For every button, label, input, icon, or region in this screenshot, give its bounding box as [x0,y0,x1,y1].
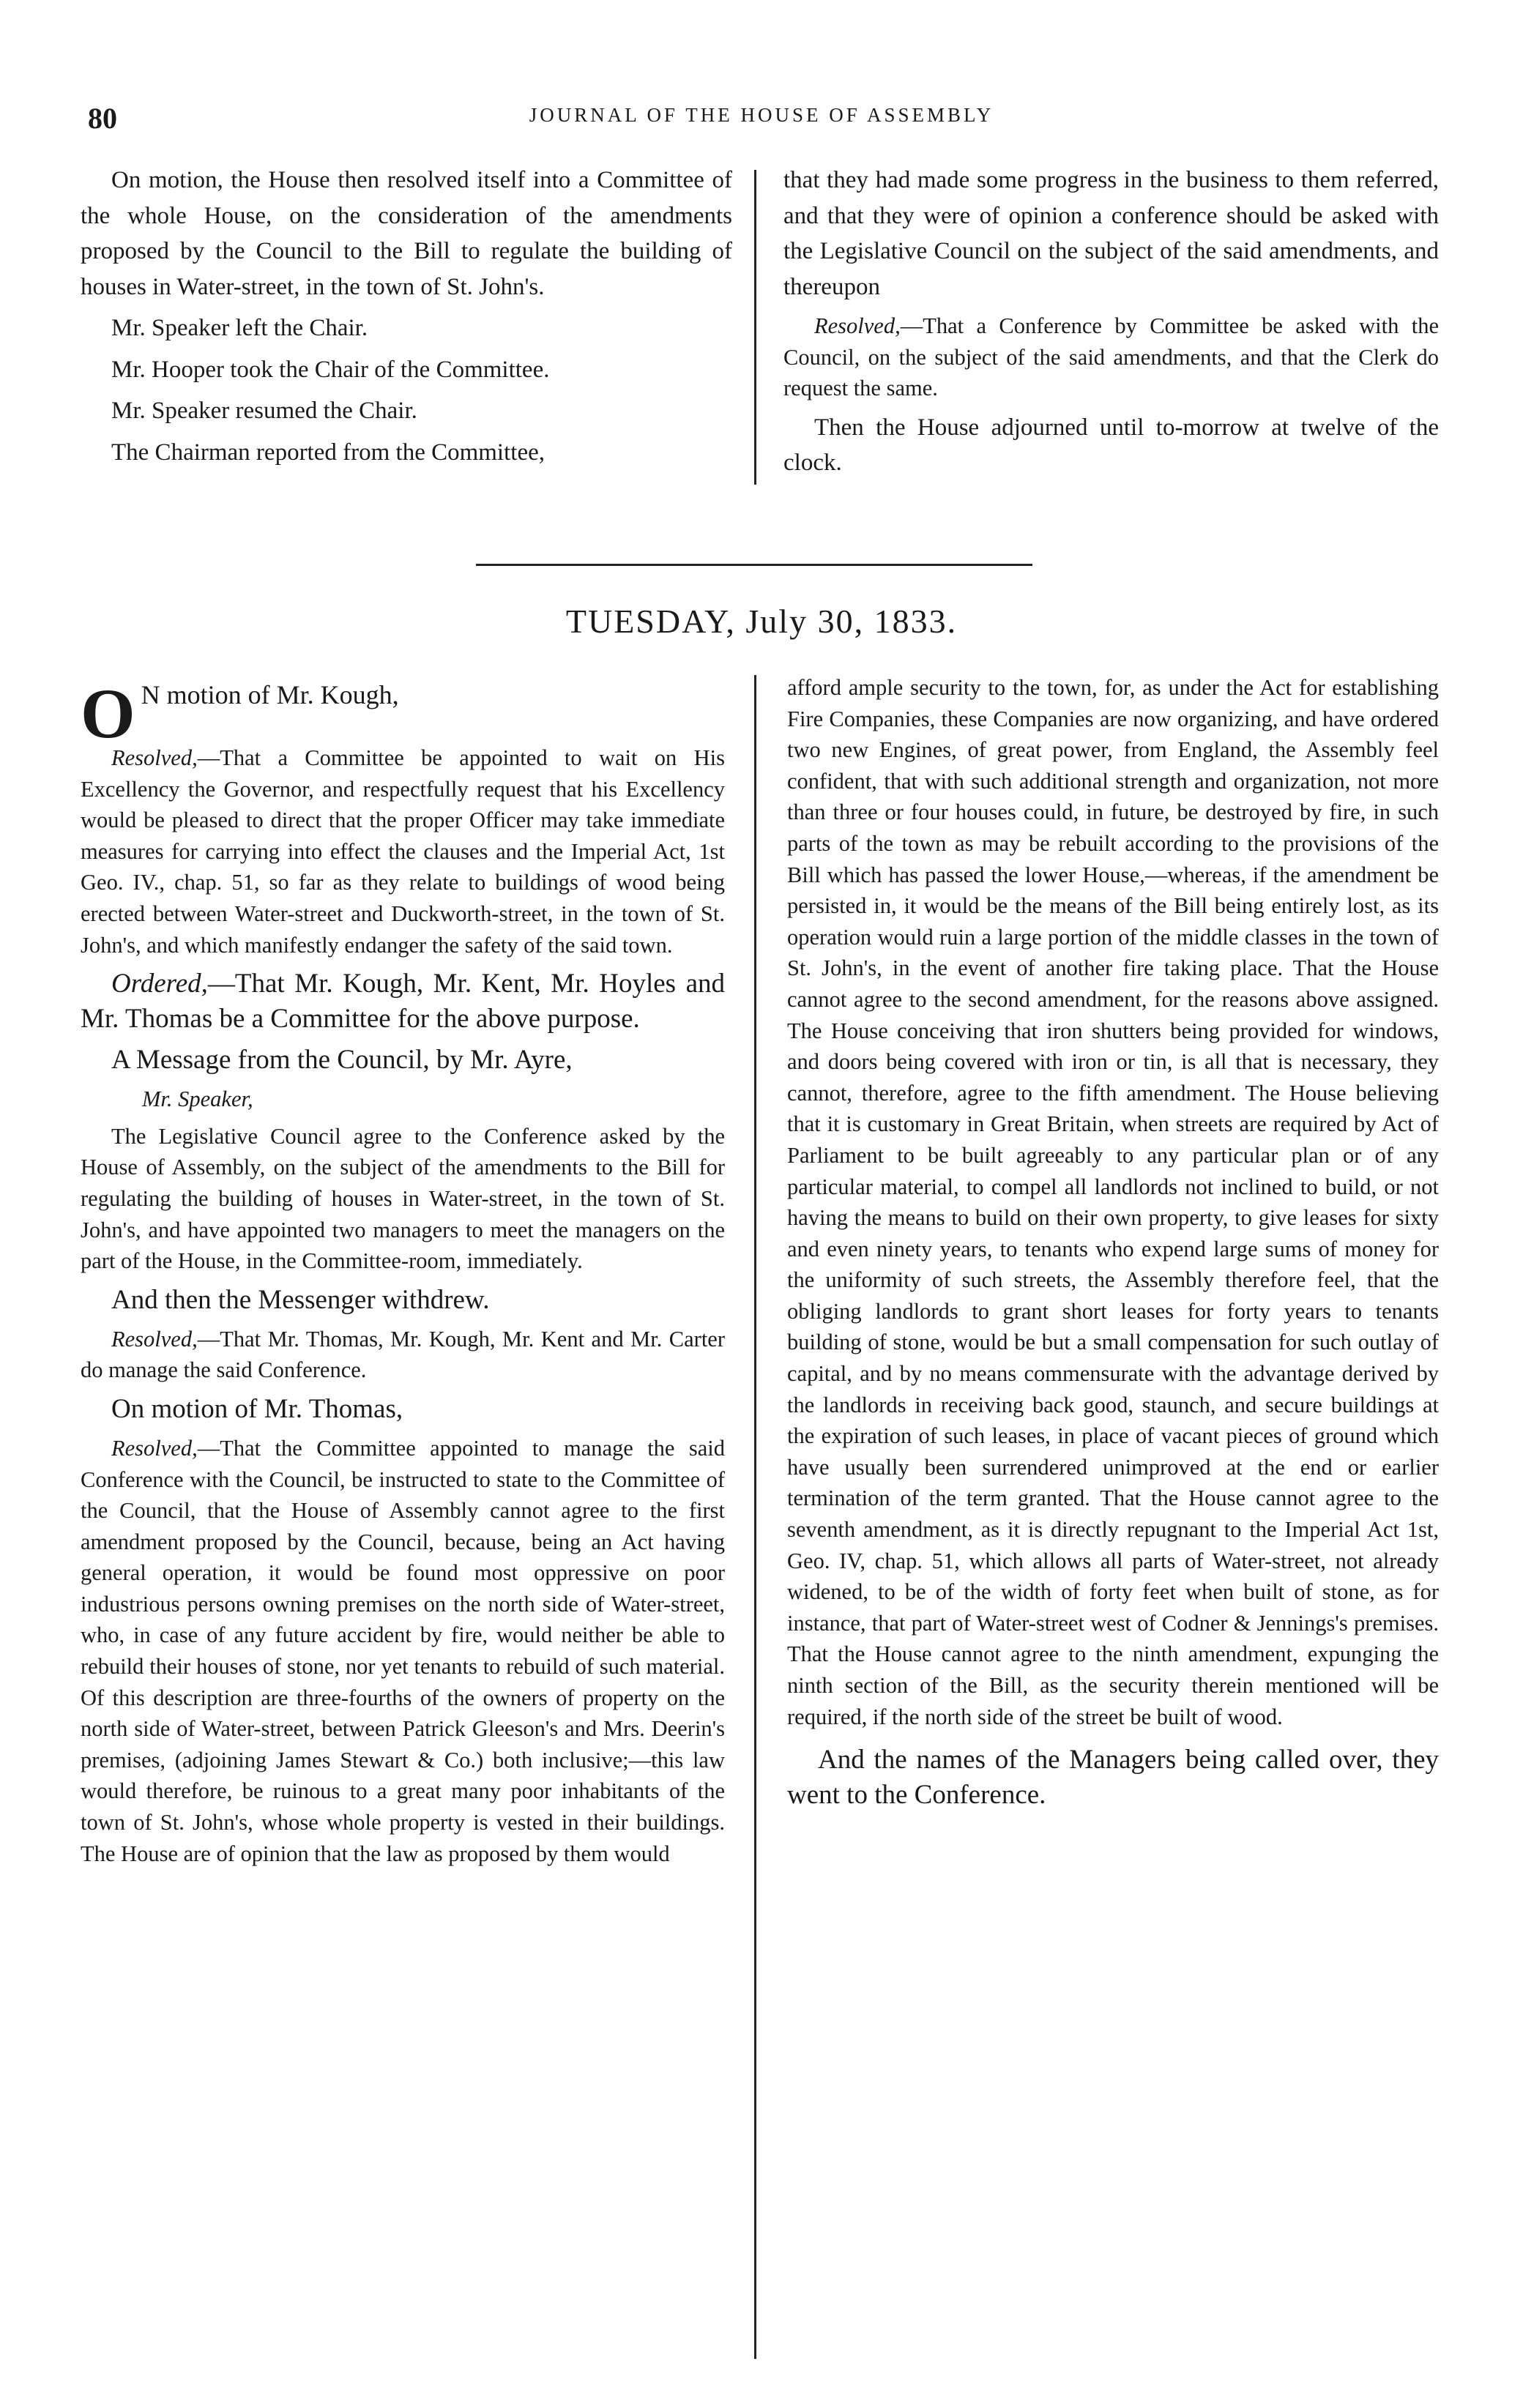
running-head [88,101,1435,135]
paragraph: that they had made some progress in the business to them referred, and that they were of opinion a conference should be asked with the Legislative Council on the subject of the said amendments, and thereupon [783,167,1439,300]
paragraph: The Legislative Council agree to the Conference asked by the House of Assembly, on the subject of the amendments to the Bill for regulating the building of houses in Water-street, in the town of St. John's, and have appointed two managers to meet the managers on the part of the House, in the Committee-room, immediately. [81,1123,725,1274]
column-divider [754,170,756,485]
column-divider [754,675,756,2359]
paragraph: And then the Messenger withdrew. [111,1284,490,1315]
body-right-column [787,672,1439,1819]
resolved-text: —That a Committee be appointed to wait on His Excellency the Governor, and respectfully request that his Excellency would be pleased to direct that the proper Officer may take immediate measures for carrying into effect the clauses and the Imperial Act, 1st Geo. IV., chap. 51, so far as they relate to buildings of wood being erected between Water-street and Duckworth-street, in the town of St. John's, and which manifestly endanger the safety of the said town. [81,745,725,958]
paragraph: Mr. Speaker left the Chair. [111,315,368,341]
paragraph: afford ample security to the town, for, as under the Act for establishing Fire Companies, these Companies are now organizing, and have ordered two new Engines, of great power, from England, the Assembly feel confident, that with such additional strength and organization, not more than three or four houses could, in future, be destroyed by fire, in such parts of the town as may be rebuilt according to the provisions of the Bill which has passed the lower House,—whereas, if the amendment be persisted in, it would be the means of the Bill being entirely lost, as its operation would ruin a large portion of the middle classes in the town of St. John's, in the event of another fire taking place. That the House cannot agree to the second amendment, for the reasons above assigned. The House conceiving that iron shutters being provided for windows, and doors being covered with iron or tin, is all that is necessary, they cannot, therefore, agree to the fifth amendment. The House believing that it is customary in Great Britain, when streets are required by Act of Parliament to be built agreeably to any particular plan or of any particular material, to compel all landlords not inclined to build, or not having the means to build on their own property, to give leases for sixty and even ninety years, to tenants who expend large sums of money for the uniformity of such streets, the Assembly therefore feel, that the obliging landlords to grant short leases for forty years to tenants building of stone, would be but a small compensation for such outlay of capital, and by no means commensurate with the advantage derived by the landlords in receiving back good, staunch, and secure buildings at the expiration of such leases, in place of vacant pieces of ground which have usually been surrendered unimproved at the end or earlier termination of the term granted. That the House cannot agree to the seventh amendment, as it is directly repugnant to the Imperial Act 1st, Geo. IV, chap. 51, which allows all parts of Water-street, not already widened, to be of the width of forty feet when built of stone, as for instance, that part of Water-street west of Codner & Jennings's premises. That the House cannot agree to the ninth amendment, expunging the ninth section of the Bill, as the security therein mentioned will be required, if the north side of the street be built of wood. [787,675,1439,1729]
resolved-label: Resolved, [111,745,198,770]
resolved-text: —That the Committee appointed to manage the said Conference with the Council, be instructed to state to the Committee of the Council, that the House of Assembly cannot agree to the first amendment proposed by the Council, because, being an Act having general operation, it would be found most oppressive on poor industrious persons owning premises on the north side of Water-street, who, in case of any future accident by fire, would neither be able to rebuild their houses of stone, nor yet tenants to rebuild of such material. Of this description are three-fourths of the owners of property on the north side of Water-street, between Patrick Gleeson's and Mrs. Deerin's premises, (adjoining James Stewart & Co.) both inclusive;—this law would therefore, be ruinous to a great many poor inhabitants of the town of St. John's, whose whole property is vested in their buildings. The House are of opinion that the law as proposed by them would [81,1435,725,1866]
paragraph: The Chairman reported from the Committee, [111,439,545,466]
opening-text: N motion of Mr. Kough, [141,680,399,709]
paragraph [81,966,725,1037]
resolved-text: —That Mr. Thomas, Mr. Kough, Mr. Kent and Mr. Carter do manage the said Conference. [81,1326,725,1383]
drop-cap: O [81,674,135,753]
date-heading: TUESDAY, July 30, 1833. [565,603,958,640]
body-left-column [81,674,725,1875]
top-right-column [783,163,1439,487]
paragraph [81,742,725,961]
ordered-label: Ordered, [111,969,208,999]
paragraph: On motion of Mr. Thomas, [111,1393,403,1424]
section-rule [476,564,1032,566]
page-number: 80 [88,102,117,135]
paragraph: Mr. Speaker resumed the Chair. [111,398,417,424]
paragraph: Then the House adjourned until to-morrow at twelve of the clock. [783,414,1439,477]
resolved-label: Resolved, [111,1435,198,1461]
paragraph [783,310,1439,404]
paragraph: Mr. Hooper took the Chair of the Committee. [111,356,550,383]
paragraph [81,1324,725,1386]
top-left-column [81,163,732,476]
paragraph: A Message from the Council, by Mr. Ayre, [111,1045,573,1076]
paragraph: And the names of the Managers being called over, they went to the Conference. [787,1745,1439,1811]
resolved-text: —That a Conference by Committee be asked with the Council, on the subject of the said amendments, and that the Clerk do request the same. [783,313,1439,401]
journal-title: JOURNAL OF THE HOUSE OF ASSEMBLY [529,104,994,126]
resolved-label: Resolved, [814,313,901,338]
salutation-text: Mr. Speaker, [142,1086,253,1112]
opening-paragraph [81,674,725,753]
paragraph [81,1433,725,1869]
salutation [81,1084,725,1115]
paragraph: On motion, the House then resolved itself into a Committee of the whole House, on the consideration of the amendments proposed by the Council to the Bill to regulate the building of houses in Water-street, in the town of St. John's. [81,167,732,300]
ordered-text: —That Mr. Kough, Mr. Kent, Mr. Hoyles and Mr. Thomas be a Committee for the above purpose. [81,969,725,1035]
resolved-label: Resolved, [111,1326,198,1352]
